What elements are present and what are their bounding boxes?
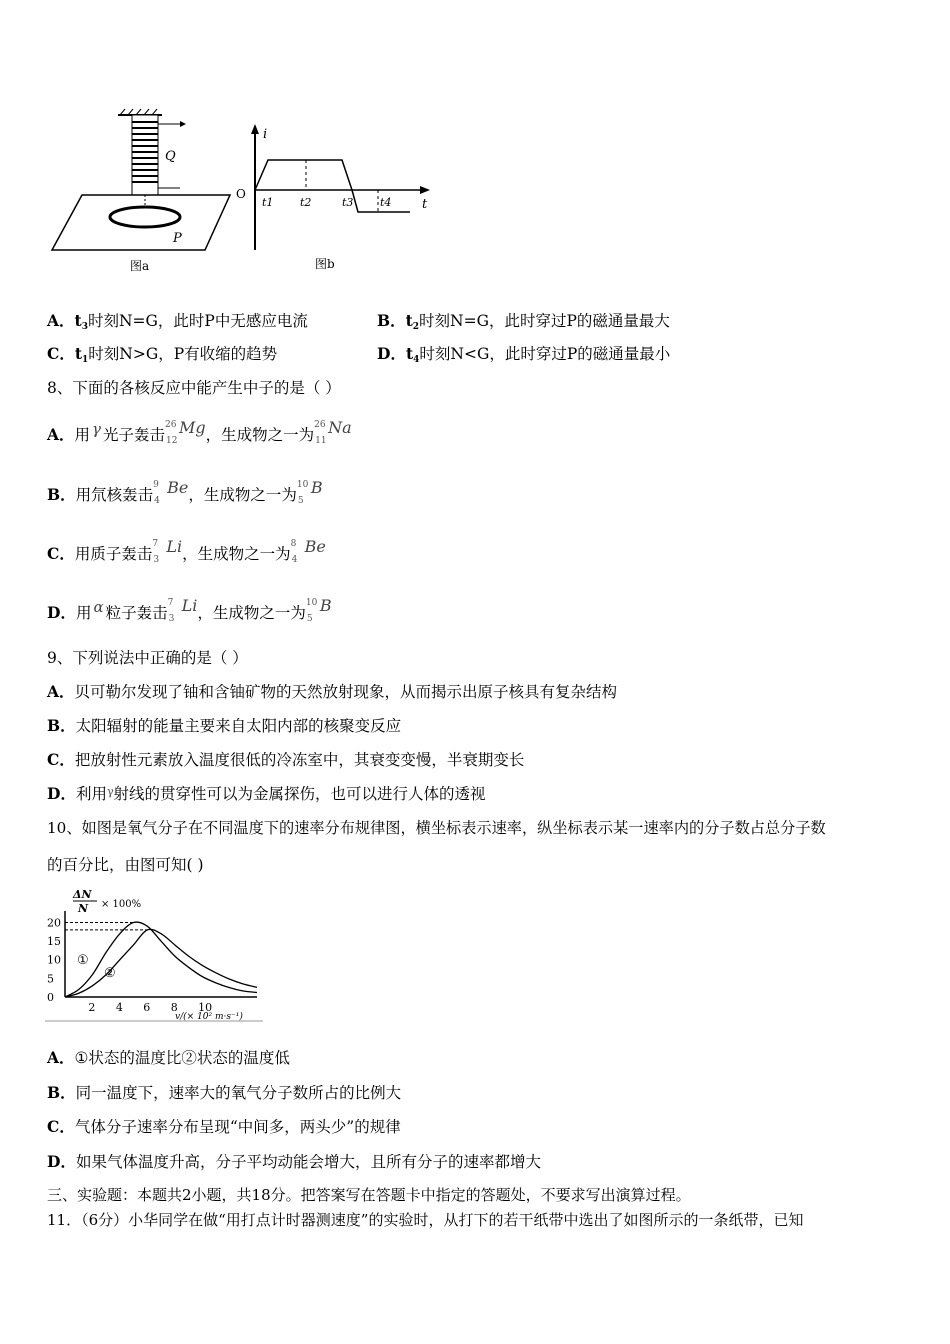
xtick-label: 8 [170, 1001, 178, 1014]
caption-a: 图a [130, 259, 150, 273]
q10-stem-line1: 10、如图是氧气分子在不同温度下的速率分布规律图，横坐标表示速率，纵坐标表示某一速率内的分子数占总分子数 [47, 819, 826, 837]
q8-option-c: C．用质子轰击 7 3 Li，生成物之一为 8 4 Be [47, 537, 326, 565]
q9-option-c: C．把放射性元素放入温度很低的冷冻室中，其衰变变慢，半衰期变长 [47, 750, 525, 769]
tick-t3: t3 [342, 196, 354, 209]
figure-b [230, 120, 440, 275]
xtick-label: 4 [115, 1001, 123, 1014]
ytick-label: 15 [47, 935, 61, 949]
q10-option-a: A．①状态的温度比②状态的温度低 [47, 1048, 290, 1067]
curve-label-1: ① [77, 953, 89, 968]
ytick-label: 5 [47, 972, 54, 986]
label-q: Q [165, 149, 176, 164]
origin: O [236, 187, 246, 201]
ytick-label: 10 [47, 953, 61, 967]
axis-t: t [422, 197, 428, 212]
ylabel-num: ΔN [73, 888, 92, 901]
ytick-label: 0 [47, 991, 54, 1004]
xtick-label: 6 [143, 1001, 151, 1014]
tick-t4: t4 [380, 196, 392, 209]
q7-option-a: A．t3时刻N=G，此时P中无感应电流 [47, 311, 308, 332]
xlabel: v/(× 10² m·s⁻¹) [175, 1012, 243, 1022]
figure-a [40, 100, 240, 275]
label-p: P [173, 231, 182, 246]
tick-t2: t2 [300, 196, 312, 209]
q9-option-a: A．贝可勒尔发现了铀和含铀矿物的天然放射现象，从而揭示出原子核具有复杂结构 [47, 682, 618, 701]
q8-option-d: D．用 α 粒子轰击 7 3 Li，生成物之一为 10 5 B [47, 596, 332, 624]
q10-option-d: D．如果气体温度升高，分子平均动能会增大，且所有分子的速率都增大 [47, 1152, 541, 1171]
q10-option-b: B．同一温度下，速率大的氧气分子数所占的比例大 [47, 1083, 402, 1102]
xtick-label: 2 [88, 1001, 96, 1014]
q8-option-b: B．用氘核轰击 9 4 Be，生成物之一为 10 5 B [47, 478, 323, 506]
q9-option-d: D．利用$^\gamma$射线的贯穿性可以为金属探伤，也可以进行人体的透视 [47, 784, 486, 803]
q11-stem: 11．（6分）小华同学在做“用打点计时器测速度”的实验时，从打下的若干纸带中选出了如图所示的一条纸带，已知 [47, 1211, 804, 1229]
q9-stem: 9、下列说法中正确的是（ ） [47, 649, 248, 667]
q7-option-d: D．t4时刻N<G，此时穿过P的磁通量最小 [377, 344, 671, 365]
xtick-label: 10 [198, 1001, 213, 1014]
q10-option-c: C．气体分子速率分布呈现“中间多，两头少”的规律 [47, 1117, 401, 1136]
curve-label-2: ② [104, 966, 116, 981]
q7-option-b: B．t2时刻N=G，此时穿过P的磁通量最大 [377, 311, 670, 332]
axis-i: i [263, 127, 268, 142]
q7-option-c: C．t1时刻N>G，P有收缩的趋势 [47, 344, 278, 365]
ytick-label: 20 [47, 916, 61, 930]
ylabel-suffix: × 100% [101, 899, 142, 910]
q8-stem: 8、下面的各核反应中能产生中子的是（ ） [47, 379, 341, 397]
caption-b: 图b [315, 257, 335, 271]
ylabel-den: N [78, 902, 89, 915]
q9-option-b: B．太阳辐射的能量主要来自太阳内部的核聚变反应 [47, 716, 402, 735]
q10-stem-line2: 的百分比，由图可知( ) [47, 856, 204, 874]
q8-option-a: A．用 γ 光子轰击 26 12 Mg，生成物之一为 26 11 Na [47, 418, 352, 446]
tick-t1: t1 [262, 196, 274, 209]
section3-header: 三、实验题：本题共2小题，共18分。把答案写在答题卡中指定的答题处，不要求写出演算过程。 [47, 1186, 691, 1204]
speed-distribution-chart [45, 885, 270, 1025]
